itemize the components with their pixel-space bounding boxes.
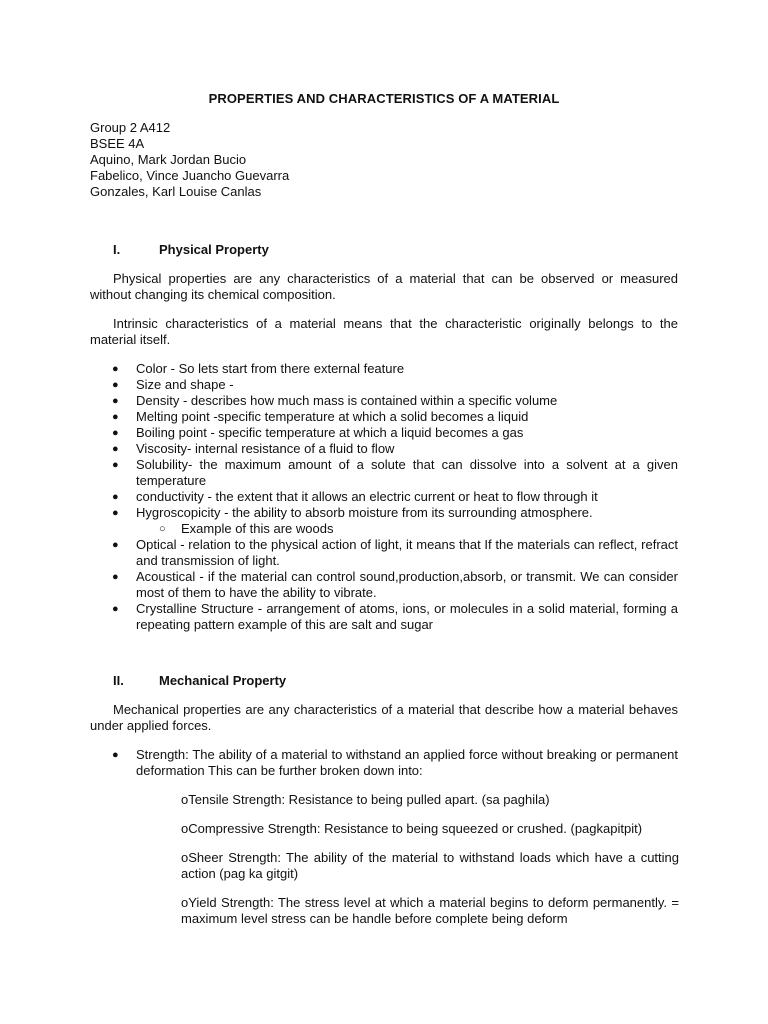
list-item: ● Strength: The ability of a material to withstand an applied force without breaking or permanent deformation This can be further broken down into: bbox=[112, 747, 678, 778]
bullet-icon: ● bbox=[112, 427, 119, 439]
section-title: Mechanical Property bbox=[159, 673, 287, 688]
author-name: Gonzales, Karl Louise Canlas bbox=[90, 184, 262, 199]
hollow-bullet-icon: ○ bbox=[159, 523, 166, 535]
strength-type: oCompressive Strength: Resistance to being squeezed or crushed. (pagkapitpit) bbox=[181, 821, 643, 836]
mechanical-property-list bbox=[0, 747, 768, 779]
physical-property-list bbox=[0, 361, 768, 633]
list-item: ● Size and shape - bbox=[112, 377, 234, 392]
bullet-icon: ● bbox=[112, 603, 119, 615]
sub-list-item: ○ Example of this are woods bbox=[159, 521, 334, 536]
document-title: PROPERTIES AND CHARACTERISTICS OF A MATERIAL bbox=[208, 91, 560, 106]
bullet-icon: ● bbox=[112, 459, 119, 471]
section-heading-physical bbox=[113, 242, 269, 258]
bullet-icon: ● bbox=[112, 507, 119, 519]
bullet-icon: ● bbox=[112, 411, 119, 423]
list-item: ● Hygroscopicity - the ability to absorb moisture from its surrounding atmosphere. bbox=[112, 505, 593, 520]
section-title: Physical Property bbox=[159, 242, 269, 257]
bullet-icon: ● bbox=[112, 443, 119, 455]
list-item: ● Density - describes how much mass is contained within a specific volume bbox=[112, 393, 558, 408]
section-heading-mechanical bbox=[113, 673, 286, 689]
list-item: ● Viscosity- internal resistance of a fluid to flow bbox=[112, 441, 395, 456]
section-number: I. bbox=[113, 242, 121, 257]
bullet-icon: ● bbox=[112, 539, 119, 551]
author-name: Aquino, Mark Jordan Bucio bbox=[90, 152, 247, 167]
list-item: ● Acoustical - if the material can control sound,production,absorb, or transmit. We can consider most of them to have the ability to vibrate. bbox=[112, 569, 678, 600]
strength-type: oTensile Strength: Resistance to being pulled apart. (sa paghila) bbox=[181, 792, 550, 807]
group-line: Group 2 A412 bbox=[90, 120, 171, 135]
bullet-icon: ● bbox=[112, 363, 119, 375]
list-item: ● Color - So lets start from there external feature bbox=[112, 361, 405, 376]
paragraph: Physical properties are any characteristics of a material that can be observed or measured without changing its chemical composition. bbox=[90, 271, 678, 302]
strength-type: oSheer Strength: The ability of the material to withstand loads which have a cutting action (pag ka gitgit) bbox=[181, 850, 679, 881]
section-number: II. bbox=[113, 673, 124, 688]
strength-type: oYield Strength: The stress level at which a material begins to deform permanently. = maximum level stress can be handle before complete being deform bbox=[181, 895, 679, 926]
bullet-icon: ● bbox=[112, 395, 119, 407]
list-item: ● Boiling point - specific temperature at which a liquid becomes a gas bbox=[112, 425, 524, 440]
list-item: ● Crystalline Structure - arrangement of atoms, ions, or molecules in a solid material, forming a repeating pattern example of this are salt and sugar bbox=[112, 601, 678, 632]
paragraph: Intrinsic characteristics of a material means that the characteristic originally belongs to the material itself. bbox=[90, 316, 678, 347]
list-item: ● Melting point -specific temperature at which a solid becomes a liquid bbox=[112, 409, 529, 424]
list-item: ● conductivity - the extent that it allows an electric current or heat to flow through it bbox=[112, 489, 598, 504]
list-item: ● Solubility- the maximum amount of a solute that can dissolve into a solvent at a given temperature bbox=[112, 457, 678, 488]
course-line: BSEE 4A bbox=[90, 136, 145, 151]
bullet-icon: ● bbox=[112, 749, 119, 761]
bullet-icon: ● bbox=[112, 379, 119, 391]
bullet-icon: ● bbox=[112, 491, 119, 503]
list-item: ● Optical - relation to the physical action of light, it means that If the materials can reflect, refract and transmission of light. bbox=[112, 537, 678, 568]
bullet-icon: ● bbox=[112, 571, 119, 583]
author-block bbox=[90, 120, 690, 200]
author-name: Fabelico, Vince Juancho Guevarra bbox=[90, 168, 290, 183]
paragraph: Mechanical properties are any characteristics of a material that describe how a material behaves under applied forces. bbox=[90, 702, 678, 733]
